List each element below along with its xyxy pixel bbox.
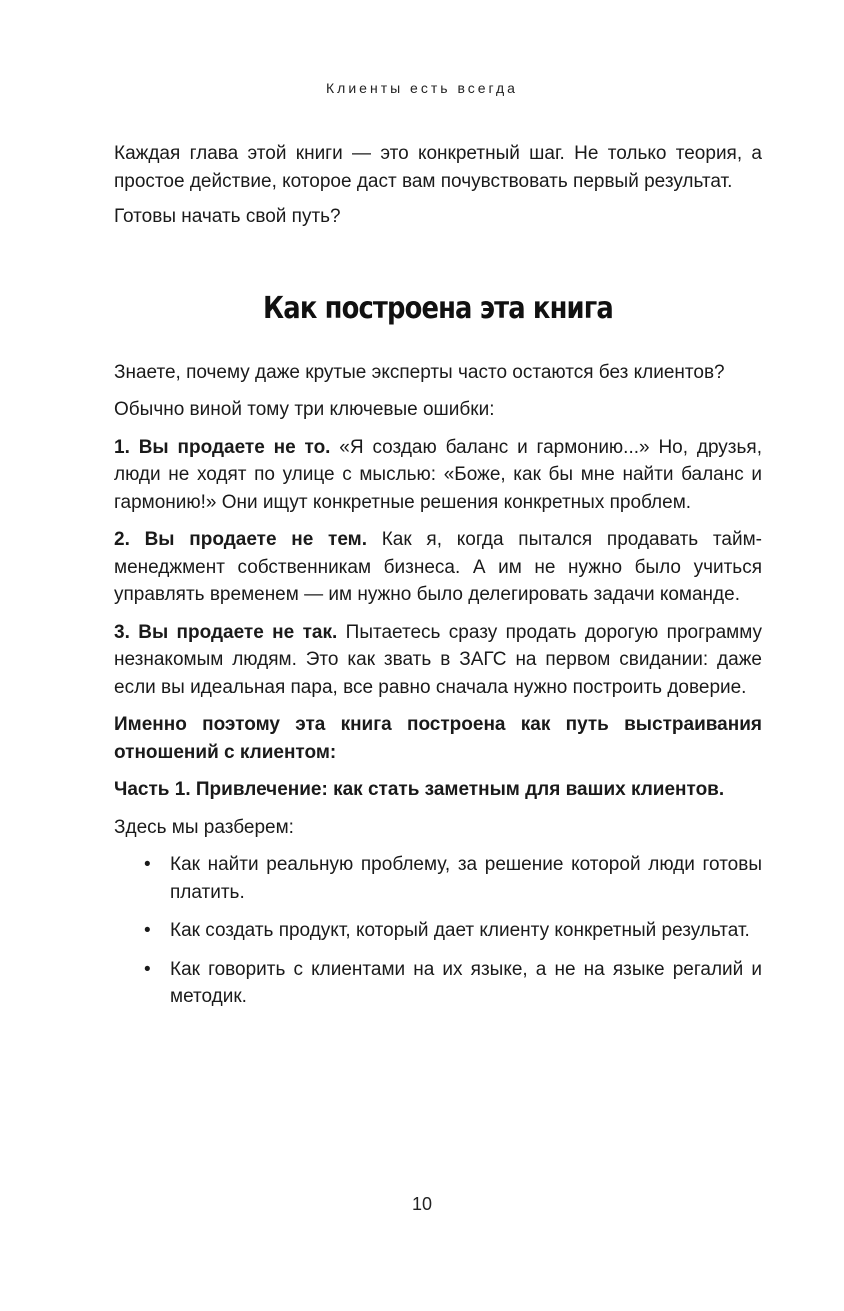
list-item-text: Как говорить с клиентами на их языке, а не на языке регалий и методик. — [170, 958, 762, 1007]
mistake-3-text: Пытаетесь сразу продать дорогую программу незнакомым людям. Это как звать в ЗАГС на первом свидании: даже если вы идеальная пара, все равно сначала нужно построить доверие. — [114, 621, 762, 698]
intro-question: Готовы начать свой путь? — [114, 206, 341, 227]
list-item — [114, 851, 762, 906]
part1-heading — [114, 776, 762, 804]
mistake-3 — [114, 619, 762, 702]
conclusion-paragraph — [114, 711, 762, 766]
list-item-text: Как создать продукт, который дает клиенту конкретный результат. — [170, 920, 750, 941]
running-head: Клиенты есть всегда — [326, 80, 518, 96]
part1-title: Часть 1. Привлечение: как стать заметным для ваших клиентов. — [114, 779, 725, 800]
mistake-2-text: Как я, когда пытался продавать тайм-менеджмент собственникам бизнеса. А им не нужно было учиться управлять временем — им нужно было делегировать задачи команде. — [114, 529, 762, 605]
mistake-3-lead: 3. Вы продаете не так. — [114, 621, 338, 643]
conclusion-text: Именно поэтому эта книга построена как путь выстраивания отношений с клиентом: — [114, 714, 762, 763]
list-item-text: Как найти реальную проблему, за решение которой люди готовы платить. — [170, 854, 762, 903]
intro-paragraph: Каждая глава этой книги — это конкретный шаг. Не только теория, а простое действие, которое даст вам почувствовать первый результат. — [114, 143, 762, 192]
page-content — [114, 140, 762, 1022]
mistake-2-lead: 2. Вы продаете не тем. — [114, 529, 367, 550]
list-item — [114, 956, 762, 1011]
question-paragraph: Знаете, почему даже крутые эксперты часто остаются без клиентов? — [114, 361, 725, 383]
part1-intro: Здесь мы разберем: — [114, 816, 294, 838]
section-title: Как построена эта книга — [263, 290, 613, 326]
page-number: 10 — [411, 1194, 433, 1214]
bullet-icon: • — [144, 854, 151, 875]
mistake-1-text: «Я создаю баланс и гармонию...» Но, друзья, люди не ходят по улице с мыслью: «Боже, как бы мне найти баланс и гармонию!» Они ищут конкретные решения конкретных проблем. — [114, 436, 762, 513]
mistakes-intro: Обычно виной тому три ключевые ошибки: — [114, 399, 495, 420]
mistake-1 — [114, 434, 762, 517]
mistake-1-lead: 1. Вы продаете не то. — [114, 436, 331, 458]
list-item — [114, 917, 762, 945]
bullet-list — [114, 851, 762, 1011]
mistake-2 — [114, 526, 762, 609]
bullet-icon: • — [144, 958, 151, 980]
bullet-icon: • — [144, 920, 151, 941]
